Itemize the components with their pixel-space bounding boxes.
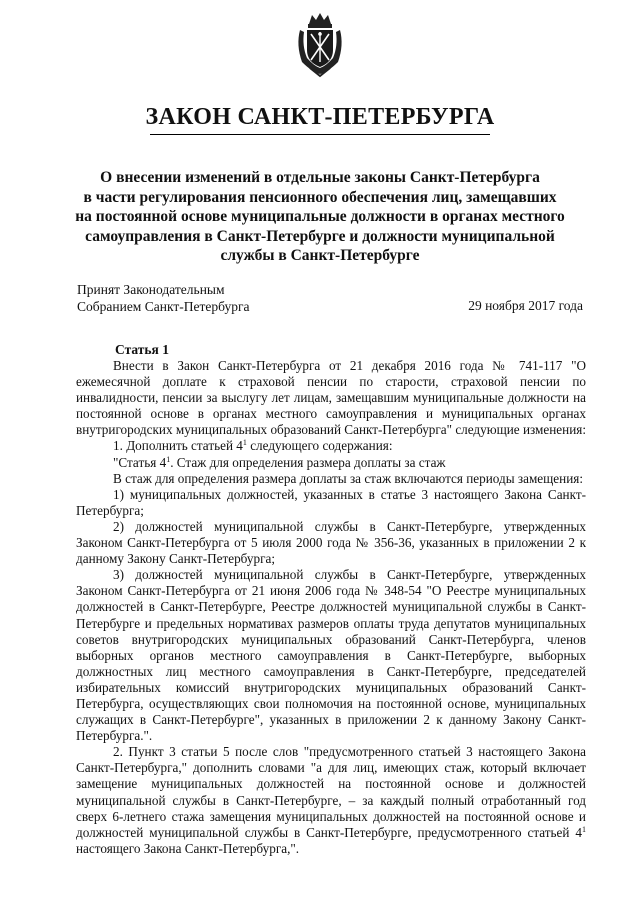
coat-of-arms-emblem [292,10,348,78]
item-2-text: 2. Пункт 3 статьи 5 после слов "предусмотренного статьей 3 настоящего Закона Санкт-Петербурга," дополнить словами "а для лиц, имеющих стаж, который включает замещение муниципальных должностей на постоянной основе и должностей муниципальной службы в Санкт-Петербурге, – за каждый полный отработанный год сверх 6-летнего стажа замещения муниципальных должностей на постоянной основе и должностей муниципальной службы в Санкт-Петербурге, предусмотренного статьей 4 [76,744,586,840]
quote-heading-text: "Статья 4 [113,454,167,470]
superscript: 1 [166,454,171,464]
superscript: 1 [582,824,586,834]
item-1-paragraph [76,438,586,454]
subtitle-line: в части регулирования пенсионного обеспечения лиц, замещавших [83,188,557,206]
subtitle-line: О внесении изменений в отдельные законы Санкт-Петербурга [100,169,540,186]
quote-heading-text-end: . Стаж для определения размера доплаты за стаж [170,454,446,470]
subtitle-line: на постоянной основе муниципальные должности в органах местного [75,208,565,225]
periods-paragraph: В стаж для определения размера доплаты за стаж включаются периоды замещения: [113,470,583,486]
item-1-text-end: следующего содержания: [246,438,393,454]
article-intro-paragraph: Внести в Закон Санкт-Петербурга от 21 декабря 2016 года № 741-117 "О ежемесячной доплате к страховой пенсии по старости, страховой пенсии по инвалидности, пенсии за выслугу лет лицам, замещавшим муниципальные должности на постоянной основе в органах местного самоуправления и муниципальных органах внутригородских муниципальных образований Санкт-Петербурга" следующие изменения: [76,358,586,438]
adoption-line: Собранием Санкт-Петербурга [77,298,250,314]
subtitle-line: самоуправления в Санкт-Петербурге и должности муниципальной [85,227,555,245]
adoption-date: 29 ноября 2017 года [468,298,583,313]
adoption-line: Принят Законодательным [77,282,225,297]
period-item-2: 2) должностей муниципальной службы в Санкт-Петербурге, утвержденных Законом Санкт-Петербурга от 5 июля 2000 года № 356-36, указанных в приложении 2 к данному Закону Санкт-Петербурга; [76,518,586,567]
adoption-note [77,282,250,315]
law-subtitle [60,168,580,266]
superscript: 1 [242,438,247,448]
item-2-text-end: настоящего Закона Санкт-Петербурга,". [76,840,300,856]
law-title: ЗАКОН САНКТ-ПЕТЕРБУРГА [145,104,495,130]
period-item-1: 1) муниципальных должностей, указанных в статье 3 настоящего Закона Санкт-Петербурга; [76,486,586,518]
article-body [76,358,586,857]
article-title: Статья 1 [115,342,169,357]
subtitle-line: службы в Санкт-Петербурге [220,247,420,264]
period-item-3: 3) должностей муниципальной службы в Санкт-Петербурге, утвержденных Законом Санкт-Петербурга от 21 июня 2006 года № 348-54 "О Реестре муниципальных должностей в Санкт-Петербурге, Реестре должностей муниципальной службы в Санкт-Петербурге и предельных нормативах размеров оплаты труда депутатов муниципальных советов внутригородских муниципальных образований Санкт-Петербурга, членов выборных органов местного самоуправления в Санкт-Петербурге, выборных должностных лиц местного самоуправления в Санкт-Петербурге, председателей избирательных комиссий внутригородских муниципальных образований Санкт-Петербурга, осуществляющих свои полномочия на постоянной основе, муниципальных служащих в Санкт-Петербурге", указанных в приложении 2 к данному Закону Санкт-Петербурга.". [76,567,586,744]
title-underline [150,134,490,135]
item-2-paragraph [76,744,586,857]
item-1-text: 1. Дополнить статьей 4 [113,438,243,454]
quoted-article-heading [76,455,586,471]
